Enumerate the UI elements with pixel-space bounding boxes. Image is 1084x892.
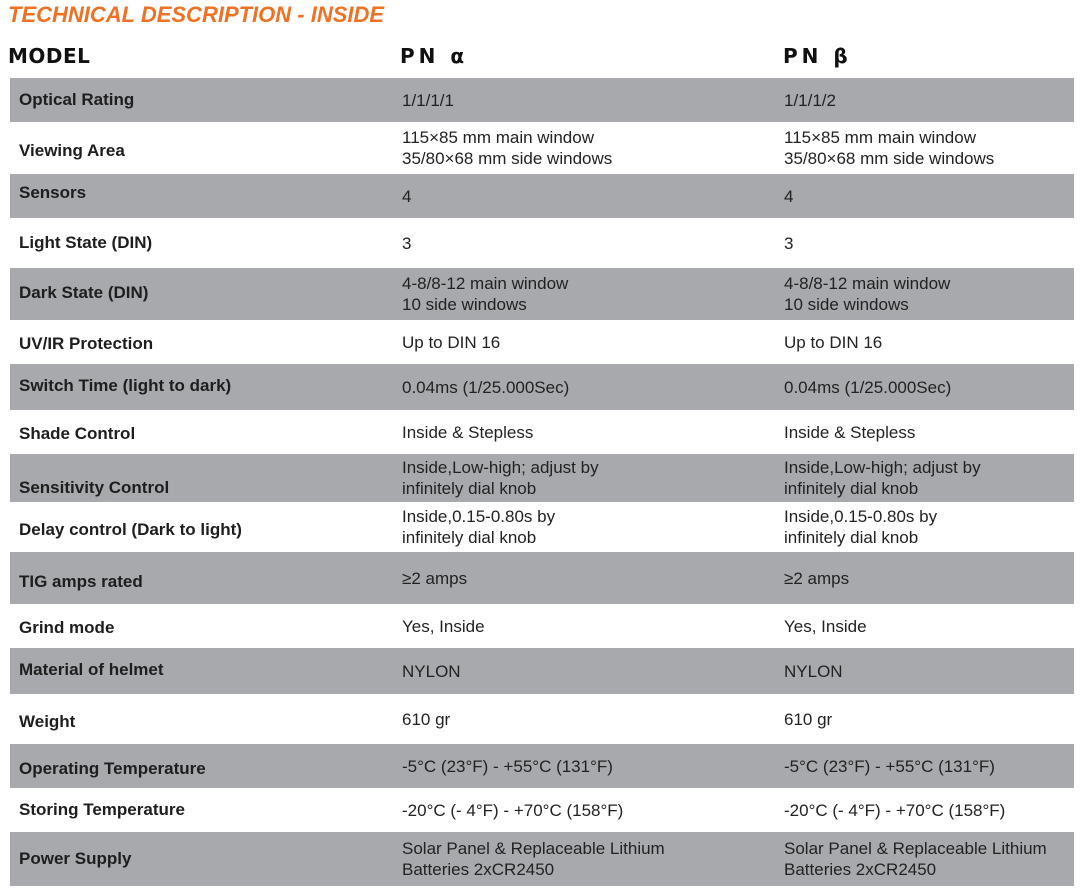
row-value-a: 4-8/8-12 main window 10 side windows	[402, 274, 569, 314]
row-label: Switch Time (light to dark)	[19, 376, 232, 395]
row-value-b: 1/1/1/2	[784, 91, 836, 110]
table-row	[10, 502, 1074, 552]
row-label: Weight	[19, 712, 76, 731]
row-value-b: -5°C (23°F) - +55°C (131°F)	[784, 757, 995, 776]
table-row	[10, 648, 1074, 694]
row-label: Sensors	[19, 183, 87, 202]
row-label: Delay control (Dark to light)	[19, 520, 242, 539]
row-label: UV/IR Protection	[19, 334, 154, 353]
row-value-b: Inside,0.15-0.80s by infinitely dial knob	[784, 507, 938, 547]
row-value-a: 3	[402, 234, 412, 253]
row-label: Grind mode	[19, 618, 115, 637]
row-label: Sensitivity Control	[19, 478, 170, 497]
row-label: Shade Control	[19, 424, 136, 443]
row-value-b: Inside,Low-high; adjust by infinitely dial knob	[784, 458, 981, 498]
table-row	[10, 122, 1074, 174]
table-row	[10, 410, 1074, 454]
row-label: Light State (DIN)	[19, 233, 153, 252]
row-label: Operating Temperature	[19, 759, 206, 778]
table-row	[10, 744, 1074, 788]
row-value-b: 3	[784, 234, 794, 253]
row-value-a: 115×85 mm main window 35/80×68 mm side windows	[402, 128, 613, 168]
row-value-b: ≥2 amps	[784, 569, 850, 588]
row-value-a: Inside,Low-high; adjust by infinitely dial knob	[402, 458, 599, 498]
row-value-b: 0.04ms (1/25.000Sec)	[784, 378, 952, 397]
row-value-a: 0.04ms (1/25.000Sec)	[402, 378, 570, 397]
row-value-b: Solar Panel & Replaceable Lithium Batteries 2xCR2450	[784, 839, 1047, 879]
row-value-a: Inside & Stepless	[402, 423, 534, 442]
row-value-b: Up to DIN 16	[784, 333, 883, 352]
row-value-a: Yes, Inside	[402, 617, 485, 636]
row-value-a: 4	[402, 187, 412, 206]
row-value-a: NYLON	[402, 662, 461, 681]
table-row	[10, 454, 1074, 502]
table-row	[10, 694, 1074, 744]
row-value-b: 610 gr	[784, 710, 833, 729]
row-value-a: -5°C (23°F) - +55°C (131°F)	[402, 757, 613, 776]
row-value-a: ≥2 amps	[402, 569, 468, 588]
table-row	[10, 552, 1074, 604]
table-row	[10, 832, 1074, 886]
row-value-a: 1/1/1/1	[402, 91, 454, 110]
table-row	[10, 218, 1074, 268]
row-value-b: 4	[784, 187, 794, 206]
row-label: Optical Rating	[19, 90, 135, 109]
row-value-a: Up to DIN 16	[402, 333, 501, 352]
row-value-b: 115×85 mm main window 35/80×68 mm side windows	[784, 128, 995, 168]
row-value-a: 610 gr	[402, 710, 451, 729]
header-model: MODEL	[8, 44, 91, 68]
table-row	[10, 364, 1074, 410]
table-row	[10, 788, 1074, 832]
header-col-b: PN β	[783, 44, 852, 68]
row-value-b: -20°C (- 4°F) - +70°C (158°F)	[784, 801, 1006, 820]
row-label: TIG amps rated	[19, 572, 143, 591]
row-value-a: Inside,0.15-0.80s by infinitely dial knob	[402, 507, 556, 547]
row-value-a: -20°C (- 4°F) - +70°C (158°F)	[402, 801, 624, 820]
row-value-b: NYLON	[784, 662, 843, 681]
table-row	[10, 78, 1074, 122]
page-title: TECHNICAL DESCRIPTION - INSIDE	[8, 2, 385, 27]
row-value-b: Yes, Inside	[784, 617, 867, 636]
table-row	[10, 268, 1074, 320]
table-row	[10, 320, 1074, 364]
row-label: Power Supply	[19, 849, 132, 868]
header-col-a: PN α	[400, 44, 469, 68]
table-row	[10, 174, 1074, 218]
row-value-a: Solar Panel & Replaceable Lithium Batteries 2xCR2450	[402, 839, 665, 879]
row-value-b: Inside & Stepless	[784, 423, 916, 442]
table-row	[10, 604, 1074, 648]
row-label: Viewing Area	[19, 141, 125, 160]
row-label: Storing Temperature	[19, 800, 185, 819]
row-value-b: 4-8/8-12 main window 10 side windows	[784, 274, 951, 314]
row-label: Material of helmet	[19, 660, 164, 679]
table-header	[0, 44, 1084, 74]
row-label: Dark State (DIN)	[19, 283, 149, 302]
